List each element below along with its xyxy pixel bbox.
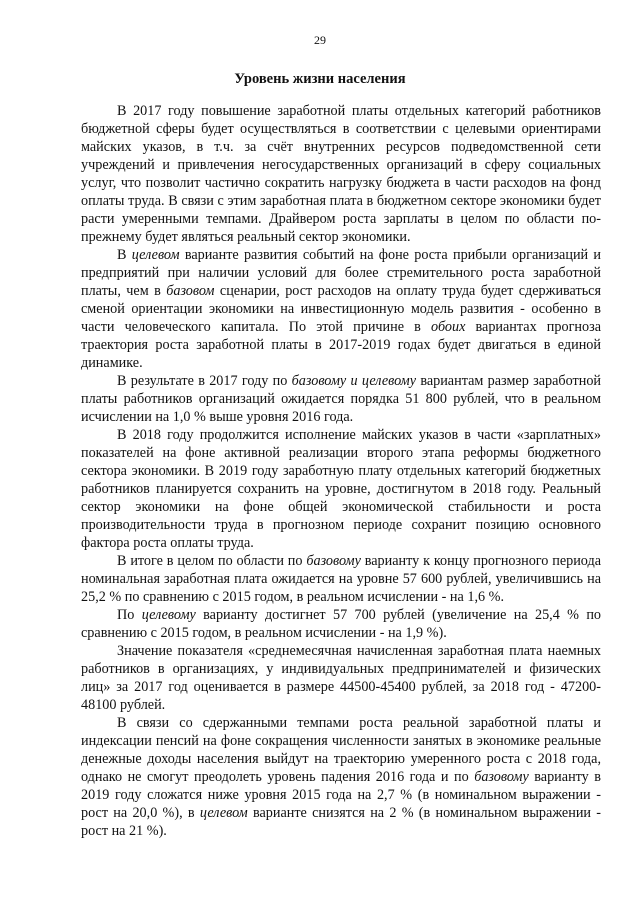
text-run: варианте развития событий на фоне роста прибыли организаций и предприятий при наличии условий для более стремительного роста заработной платы, чем в <box>81 247 601 299</box>
section-heading: Уровень жизни населения <box>234 71 406 87</box>
text-run: варианту к концу прогнозного периода номинальная заработная плата ожидается на уровне 57 600 рублей, увеличившись на 25,2 % по сравнению с 2015 годом, в реальном исчислении - на 1,6 %. <box>81 553 602 605</box>
italic-term: целевом <box>199 805 248 821</box>
paragraph-6 <box>81 606 601 642</box>
italic-term: базовому <box>306 553 361 569</box>
paragraph-2 <box>81 246 601 372</box>
text-run: В итоге в целом по области по <box>117 553 307 569</box>
paragraph-3 <box>81 372 601 426</box>
paragraph-7: Значение показателя «среднемесячная начисленная заработная плата наемных работников в организациях, у индивидуальных предпринимателей и физических лиц» за 2017 год оценивается в размере 44500-45400 рублей, за 2018 год - 47200-48100 рублей. <box>81 643 601 713</box>
italic-term: базовом <box>166 283 215 299</box>
body-text <box>81 102 601 840</box>
italic-term: целевому <box>141 607 196 623</box>
text-run: По <box>117 607 142 623</box>
text-run: сценарии, рост расходов на оплату труда будет сдерживаться сменой ориентации экономики на инвестиционную модель развития - особенно в части человеческого капитала. По этой причине в <box>81 283 601 335</box>
paragraph-5 <box>81 552 601 606</box>
text-run: варианте снизятся на 2 % (в номинальном выражении - рост на 21 %). <box>81 805 602 839</box>
italic-term: базовому <box>474 769 529 785</box>
italic-term: обоих <box>431 319 466 335</box>
text-run: В связи со сдержанными темпами роста реальной заработной платы и индексации пенсий на фоне сокращения численности занятых в экономике реальные денежные доходы населения выйдут на траекторию умеренного роста с 2018 года, однако не смогут преодолеть уровень падения 2016 года и по <box>81 715 601 785</box>
paragraph-8 <box>81 714 601 840</box>
paragraph-1: В 2017 году повышение заработной платы отдельных категорий работников бюджетной сферы будет осуществляться в соответствии с целевыми ориентирами майских указов, в т.ч. за счёт внутренних ресурсов подведомственной сети учреждений и привлечения негосударственных организаций в сферу социальных услуг, что позволит частично сократить нагрузку бюджета в части расходов на фонд оплаты труда. В связи с этим заработная плата в бюджетном секторе экономики будет расти умеренными темпами. Драйвером роста зарплаты в целом по области по-прежнему будет являться реальный сектор экономики. <box>81 103 601 245</box>
text-run: варианту в 2019 году сложатся ниже уровня 2015 года на 2,7 % (в номинальном выражении - рост на 20,0 %), в <box>81 769 601 821</box>
page-number: 29 <box>314 33 326 47</box>
text-run: В <box>117 247 132 263</box>
italic-term: целевом <box>131 247 180 263</box>
text-run: В результате в 2017 году по <box>117 373 292 389</box>
text-run: варианту достигнет 57 700 рублей (увеличение на 25,4 % по сравнению с 2015 годом, в реальном исчислении - на 1,9 %). <box>81 607 602 641</box>
italic-term: базовому и целевому <box>291 373 417 389</box>
text-run: вариантах прогноза траектория роста заработной платы в 2017-2019 годах будет двигаться в единой динамике. <box>81 319 601 371</box>
text-run: вариантам размер заработной платы работников организаций ожидается порядка 51 800 рублей, что в реальном исчислении на 1,0 % выше уровня 2016 года. <box>81 373 602 425</box>
paragraph-4: В 2018 году продолжится исполнение майских указов в части «зарплатных» показателей на фоне активной реализации второго этапа реформы бюджетного сектора экономики. В 2019 году заработную плату отдельных категорий бюджетных работников планируется сохранить на уровне, достигнутом в 2018 году. Реальный сектор экономики на фоне общей экономической стабильности и роста производительности труда в прогнозном периоде сохранит позицию основного фактора роста оплаты труда. <box>81 427 601 551</box>
